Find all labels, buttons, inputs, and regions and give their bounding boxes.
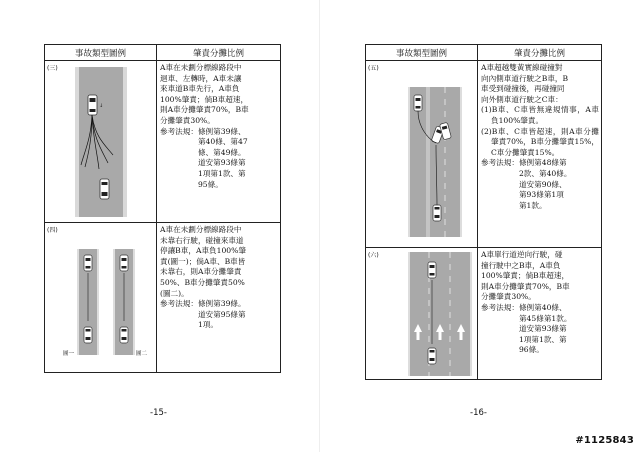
text-line: 向內側車道行駛之B車，B: [481, 73, 569, 83]
law-reference: [481, 303, 599, 356]
law-line: 道安第93條第: [197, 158, 246, 168]
law-line: 95條。: [197, 179, 223, 189]
table-header: [45, 45, 281, 61]
page-right: [320, 0, 640, 452]
law-line: 1項第1款、第: [197, 168, 246, 178]
liability-text: [478, 248, 601, 358]
page-number: -15-: [150, 408, 167, 418]
law-line: 道安第90條、: [518, 179, 567, 189]
law-line: 2款、第40條。: [518, 168, 572, 178]
text-line: 撞行駛中之B車，A車負: [481, 260, 561, 270]
text-line: 車受到碰撞後，再碰撞同: [481, 84, 565, 94]
svg-text:↓: ↓: [99, 103, 104, 109]
law-line: 1項。: [197, 320, 218, 330]
diagram-one-way: [408, 252, 472, 376]
list-item: (2)B車、C車皆超速，則A車分攤肇責70%，B車分攤肇責15%，C車分攤肇責15%。: [481, 126, 599, 157]
liability-text: [157, 61, 280, 192]
liability-cell: [478, 248, 602, 380]
header-liability-ratio: 肇責分攤比例: [157, 45, 281, 61]
law-label: 參考法規：: [160, 126, 198, 136]
law-reference: [160, 127, 278, 191]
text-line: 則A車分攤肇責70%，B車: [481, 281, 570, 291]
accident-table-left: [44, 44, 281, 373]
text-line: 來車道B車先行，A車負: [160, 84, 240, 94]
header-accident-type: 事故類型圖例: [366, 45, 478, 61]
law-label: 參考法規：: [160, 299, 198, 309]
law-line: 96條。: [518, 345, 544, 355]
law-line: 條例第40條、: [518, 302, 567, 312]
text-line: A車在未劃分標線路段中: [160, 63, 242, 72]
text-line: 100%肇責；倘B車超速，: [481, 271, 570, 281]
diagram-uturn: [75, 67, 127, 217]
text-line: 則A車分攤肇責70%，B車: [160, 105, 249, 115]
law-line: 第45條第1款。: [518, 313, 572, 323]
law-line: 條例第39條、: [197, 126, 246, 136]
law-line: 條例第48條第: [518, 158, 567, 168]
text-line: A車單行道逆向行駛，碰: [481, 250, 563, 259]
list-item: (1)B車、C車皆無違規情事，A車負100%肇責。: [481, 105, 599, 125]
liability-cell: [478, 61, 602, 248]
law-line: 道安第93條第: [518, 324, 567, 334]
text-line: 責(圖一)；倘A車、B車皆: [160, 256, 246, 266]
header-liability-ratio: 肇責分攤比例: [478, 45, 602, 61]
figure-cell: [366, 61, 478, 248]
case-tag: (四): [47, 227, 58, 234]
text-line: 50%、B車分攤肇責50%: [160, 277, 245, 287]
header-accident-type: 事故類型圖例: [45, 45, 157, 61]
page-number: -16-: [470, 408, 487, 418]
watermark-id: #1125843: [575, 435, 634, 446]
figure-label-1: 圖一: [63, 351, 75, 357]
figure-cell: [366, 248, 478, 380]
figure-label-2: 圖二: [136, 351, 148, 357]
liability-text: [157, 223, 280, 333]
text-line: (圖二)。: [160, 288, 189, 298]
text-line: A車在未劃分標線路段中: [160, 225, 242, 234]
text-line: 停讓B車，A車負100%肇: [160, 246, 246, 256]
law-reference: [160, 299, 278, 331]
text-line: 迴車、左轉時，A車未讓: [160, 73, 242, 83]
law-line: 道安第95條第: [197, 309, 246, 319]
law-line: 第1款。: [518, 200, 547, 210]
text-line: 分攤肇責30%。: [481, 292, 536, 302]
text-line: 100%肇責；倘B車超速，: [160, 94, 249, 104]
figure-cell: [45, 223, 157, 373]
table-row: [45, 61, 281, 223]
case-tag: (五): [368, 65, 379, 72]
text-line: A車超越雙黃實線碰撞對: [481, 63, 563, 72]
diagram-double-yellow: [408, 87, 462, 237]
table-row: [366, 248, 602, 380]
law-label: 參考法規：: [481, 158, 519, 168]
text-line: 未靠右行駛，碰撞來車道: [160, 235, 244, 245]
accident-table-right: [365, 44, 602, 380]
table-header: [366, 45, 602, 61]
law-line: 第93條第1項: [518, 190, 564, 200]
law-reference: [481, 158, 599, 211]
text-line: 分攤肇責30%。: [160, 115, 215, 125]
law-line: 條例第39條。: [197, 299, 246, 309]
liability-text: [478, 61, 601, 213]
case-tag: (六): [368, 252, 379, 259]
law-label: 參考法規：: [481, 302, 519, 312]
law-line: 1項第1款、第: [518, 334, 567, 344]
diagram-keep-right-fig2: [113, 249, 135, 355]
text-line: 向外側車道行駛之C車：: [481, 94, 563, 104]
case-tag: (三): [47, 65, 58, 72]
liability-cell: [157, 223, 281, 373]
liability-cell: [157, 61, 281, 223]
text-line: 未靠右，則A車分攤肇責: [160, 267, 242, 277]
diagram-keep-right-fig1: [77, 249, 99, 355]
table-row: [45, 223, 281, 373]
table-row: [366, 61, 602, 248]
law-line: 條、第49條。: [197, 147, 246, 157]
figure-cell: [45, 61, 157, 223]
law-line: 第40條、第47: [197, 137, 248, 147]
